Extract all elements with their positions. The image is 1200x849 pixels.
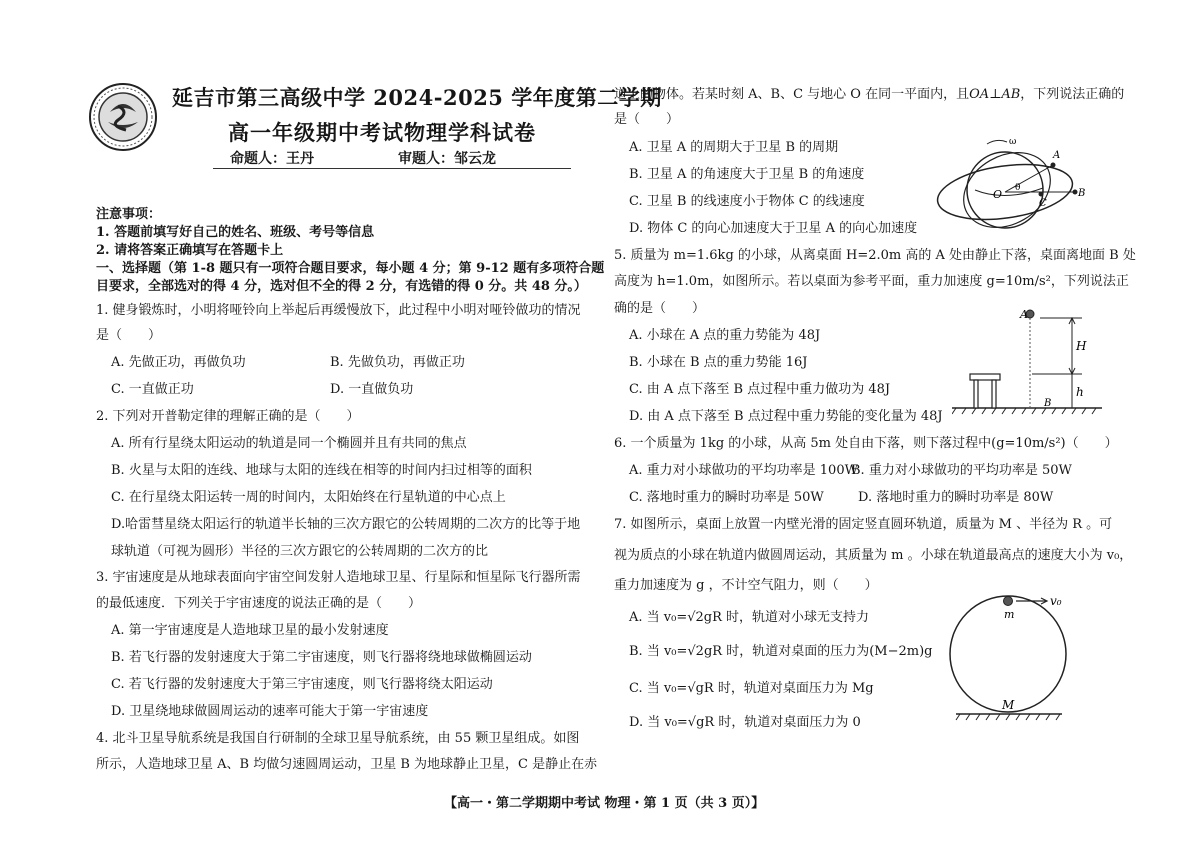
q4-option-b: B. 卫星 A 的角速度大于卫星 B 的角速度 [629,167,865,182]
section1-instructions-line2: 目要求，全部选对的得 4 分，选对但不全的得 2 分，有选错的得 0 分。共 48 分。） [96,279,587,294]
q3-option-c: C. 若飞行器的发射速度大于第三宇宙速度，则飞行器将绕太阳运动 [111,677,493,692]
q7-option-d: D. 当 v₀=√gR 时，轨道对桌面压力为 0 [629,715,861,730]
q6-option-a: A. 重力对小球做功的平均功率是 100W [629,463,858,478]
q3-option-d: D. 卫星绕地球做圆周运动的速率可能大于第一宇宙速度 [111,704,429,719]
setter-name: 命题人：王丹 [230,151,314,167]
notes-heading: 注意事项： [96,207,162,222]
q5-fig-label-b: B [1044,398,1052,409]
q4-fig-label-o: O [993,188,1003,201]
reviewer-name: 审题人：邹云龙 [398,151,496,167]
school-title: 延吉市第三高级中学 2024-2025 学年度第二学期 [172,85,662,110]
q6-option-b: B. 重力对小球做功的平均功率是 50W [851,463,1072,478]
header-divider [213,168,571,169]
q5-stem-line3: 确的是（ ） [614,301,706,316]
q4-fig-label-a: A [1053,150,1061,161]
q5-stem-line2: 高度为 h=1.0m，如图所示。若以桌面为参考平面，重力加速度 g=10m/s²，下列说法正 [614,274,1129,289]
q4-stem-line1: 4. 北斗卫星导航系统是我国自行研制的全球卫星导航系统，由 55 颗卫星组成。如图 [96,731,580,746]
q4-stem-line4: 是（ ） [614,112,680,127]
q4-fig-label-c: C [1039,198,1047,209]
q4-stem-line2: 所示，人造地球卫星 A、B 均做匀速圆周运动，卫星 B 为地球静止卫星，C 是静止在赤 [96,757,598,772]
q3-option-a: A. 第一宇宙速度是人造地球卫星的最小发射速度 [111,623,389,638]
q7-stem-line2: 视为质点的小球在轨道内做圆周运动，其质量为 m 。小球在轨道最高点的速度大小为 v₀， [614,548,1133,563]
q5-fig-label-bigh: H [1076,339,1087,353]
q1-option-b: B. 先做负功，再做正功 [330,355,465,370]
q4-option-d: D. 物体 C 的向心加速度大于卫星 A 的向心加速度 [629,221,918,236]
q2-option-a: A. 所有行星绕太阳运动的轨道是同一个椭圆并且有共同的焦点 [111,436,467,451]
notes-item-2: 2. 请将答案正确填写在答题卡上 [96,243,284,258]
q3-option-b: B. 若飞行器的发射速度大于第二宇宙速度，则飞行器将绕地球做椭圆运动 [111,650,532,665]
q5-fig-label-a: A [1020,308,1028,321]
q7-option-b: B. 当 v₀=√2gR 时，轨道对桌面的压力为(M−2m)g [629,644,933,659]
q1-stem-line2: 是（ ） [96,328,162,343]
q4-option-c: C. 卫星 B 的线速度小于物体 C 的线速度 [629,194,865,209]
q7-stem-line1: 7. 如图所示，桌面上放置一内壁光滑的固定竖直圆环轨道，质量为 M 、半径为 R 。可 [614,517,1113,532]
q4-option-a: A. 卫星 A 的周期大于卫星 B 的周期 [629,140,839,155]
q5-table-ball-figure [952,300,1102,418]
q2-option-d-line1: D.哈雷彗星绕太阳运行的轨道半长轴的三次方跟它的公转周期的二次方的比等于地 [111,517,581,532]
q2-option-d-line2: 球轨道（可视为圆形）半径的三次方跟它的公转周期的二次方的比 [111,544,489,559]
q7-fig-label-m: m [1004,608,1015,621]
q6-option-c: C. 落地时重力的瞬时功率是 50W [629,490,824,505]
q7-fig-label-v0: v₀ [1050,594,1062,608]
q1-option-d: D. 一直做负功 [330,382,414,397]
q4-fig-label-top: ω [1009,137,1017,147]
q5-option-d: D. 由 A 点下落至 B 点过程中重力势能的变化量为 48J [629,409,943,424]
q2-stem: 2. 下列对开普勒定律的理解正确的是（ ） [96,409,360,424]
q6-stem: 6. 一个质量为 1kg 的小球，从高 5m 处自由下落，则下落过程中(g=10m/s²)（ ） [614,436,1118,451]
q1-option-c: C. 一直做正功 [111,382,194,397]
q5-stem-line1: 5. 质量为 m=1.6kg 的小球，从离桌面 H=2.0m 高的 A 处由静止下落，桌面离地面 B 处 [614,248,1136,263]
page-footer: 【高一・第二学期期中考试 物理・第 1 页（共 3 页）】 [444,796,765,811]
q7-option-a: A. 当 v₀=√2gR 时，轨道对小球无支持力 [629,610,870,625]
q1-stem-line1: 1. 健身锻炼时，小明将哑铃向上举起后再缓慢放下，此过程中小明对哑铃做功的情况 [96,303,581,318]
q4-stem-line3: 道上的物体。若某时刻 A、B、C 与地心 O 在同一平面内，且OA⊥AB，下列说法正确的 [614,87,1125,102]
q4-orbit-figure [935,130,1085,240]
q5-option-b: B. 小球在 B 点的重力势能 16J [629,355,808,370]
q5-option-c: C. 由 A 点下落至 B 点过程中重力做功为 48J [629,382,891,397]
exam-title: 高一年级期中考试物理学科试卷 [228,120,536,145]
q4-fig-label-b: B [1078,188,1085,199]
q3-stem-line1: 3. 宇宙速度是从地球表面向宇宙空间发射人造地球卫星、行星际和恒星际飞行器所需 [96,570,581,585]
q1-option-a: A. 先做正功，再做负功 [111,355,246,370]
q5-option-a: A. 小球在 A 点的重力势能为 48J [629,328,821,343]
q4-fig-label-theta: θ [1015,183,1021,193]
q2-option-b: B. 火星与太阳的连线、地球与太阳的连线在相等的时间内扫过相等的面积 [111,463,532,478]
q7-circular-track-figure [940,588,1090,726]
q7-option-c: C. 当 v₀=√gR 时，轨道对桌面压力为 Mg [629,681,874,696]
section1-instructions-line1: 一、选择题（第 1-8 题只有一项符合题目要求，每小题 4 分；第 9-12 题有多项符合题 [96,261,605,276]
school-seal-logo [88,82,158,152]
q2-option-c: C. 在行星绕太阳运转一周的时间内，太阳始终在行星轨道的中心点上 [111,490,506,505]
q5-fig-label-smallh: h [1076,385,1084,399]
q6-option-d: D. 落地时重力的瞬时功率是 80W [858,490,1054,505]
q7-fig-label-big-m: M [1002,698,1015,712]
notes-item-1: 1. 答题前填写好自己的姓名、班级、考号等信息 [96,225,375,240]
q7-stem-line3: 重力加速度为 g ，不计空气阻力，则（ ） [614,578,878,593]
q3-stem-line2: 的最低速度．下列关于宇宙速度的说法正确的是（ ） [96,596,422,611]
